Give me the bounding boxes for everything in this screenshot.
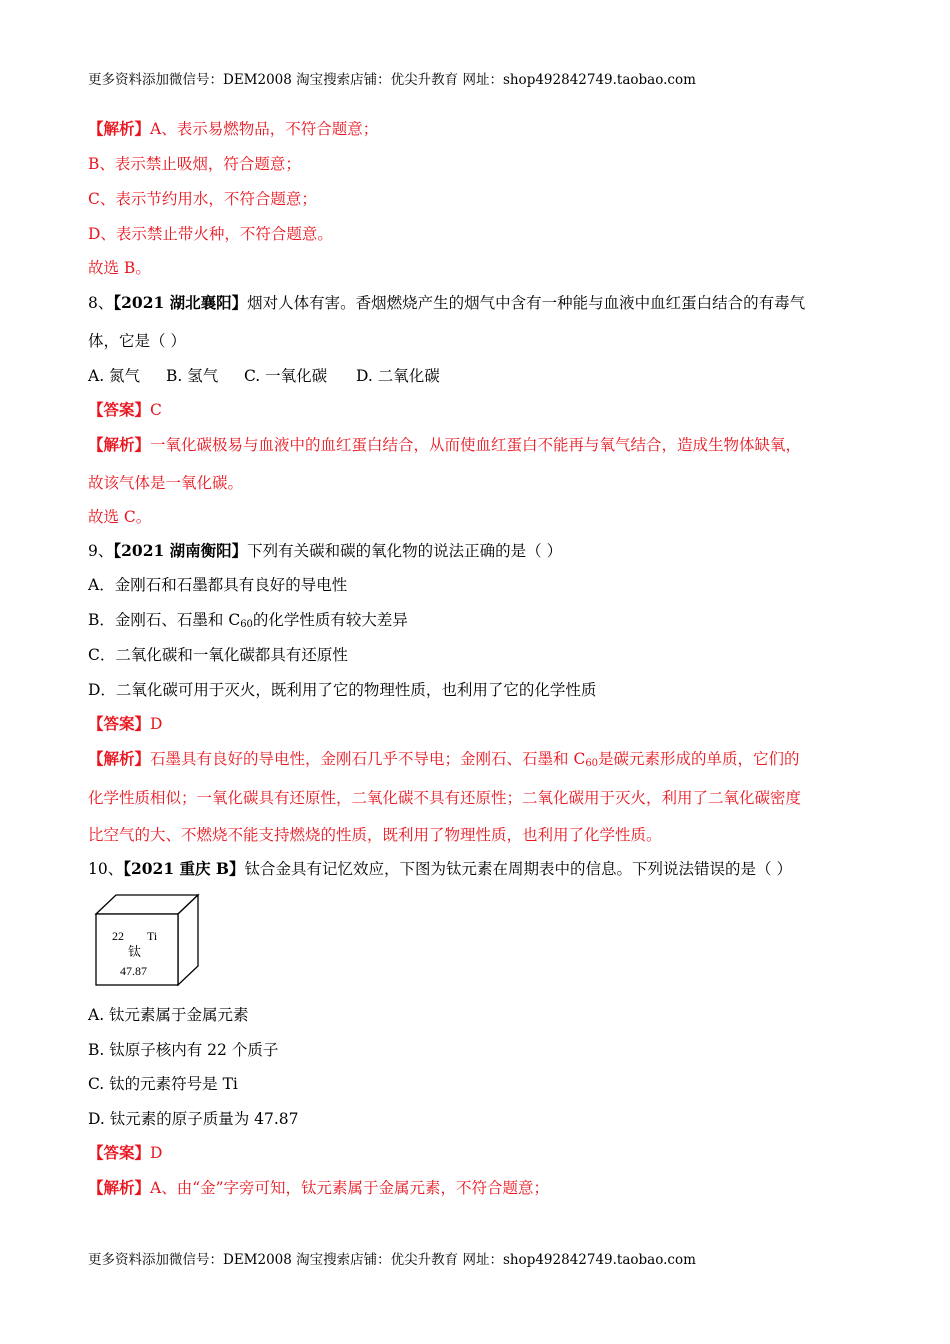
analysis-tag: 【解析】 — [88, 1178, 151, 1197]
q8-analysis-text: 一氧化碳极易与血液中的血红蛋白结合，从而使血红蛋白不能再与氧气结合，造成生物体缺氧， — [150, 436, 802, 454]
q8-analysis-line2: 故该气体是一氧化碳。 — [88, 474, 244, 492]
analysis-tag: 【解析】 — [88, 749, 151, 768]
q9-answer — [88, 712, 162, 734]
element-cube-figure — [92, 892, 202, 988]
q7-analysis-line4: D、表示禁止带火种，不符合题意。 — [88, 225, 333, 243]
q8-option-c: C. 一氧化碳 — [244, 367, 328, 385]
q9-option-b — [88, 608, 408, 630]
q9-option-d: D．二氧化碳可用于灭火，既利用了它的物理性质，也利用了它的化学性质 — [88, 681, 597, 699]
analysis-tag: 【解析】 — [88, 435, 151, 454]
q9-option-a: A．金刚石和石墨都具有良好的导电性 — [88, 576, 348, 594]
analysis-tag: 【解析】 — [88, 119, 151, 138]
q9-stem-text: 下列有关碳和碳的氧化物的说法正确的是（ ） — [247, 542, 563, 560]
element-name: 钛 — [128, 945, 142, 960]
q8-stem-line2: 体，它是（ ） — [88, 332, 186, 350]
q9-option-b-pre: B．金刚石、石墨和 C — [88, 611, 241, 629]
q7-analysis-line1 — [88, 117, 378, 139]
q7-analysis-line3: C、表示节约用水，不符合题意； — [88, 190, 317, 208]
q8-option-d: D. 二氧化碳 — [356, 367, 440, 385]
q8-number: 8、 — [88, 294, 114, 312]
q9-analysis-line3: 比空气的大、不燃烧不能支持燃烧的性质，既利用了物理性质，也利用了化学性质。 — [88, 826, 662, 844]
q8-conclusion: 故选 C。 — [88, 508, 152, 526]
q9-number: 9、 — [88, 542, 114, 560]
q8-stem-line1 — [88, 291, 805, 313]
q9-option-c: C．二氧化碳和一氧化碳都具有还原性 — [88, 646, 348, 664]
q7-analysis-text: A、表示易燃物品，不符合题意； — [150, 120, 379, 138]
q10-answer — [88, 1141, 162, 1163]
page-header: 更多资料添加微信号：DEM2008 淘宝搜索店铺：优尖升教育 网址：shop492842749.taobao.com — [88, 72, 696, 88]
answer-tag: 【答案】 — [88, 400, 151, 419]
q10-option-c: C. 钛的元素符号是 Ti — [88, 1075, 238, 1093]
atomic-number: 22 — [112, 929, 124, 943]
q10-stem-text: 钛合金具有记忆效应，下图为钛元素在周期表中的信息。下列说法错误的是（ ） — [244, 860, 792, 878]
q8-answer-value: C — [150, 401, 162, 419]
q9-analysis-sub: 60 — [585, 758, 599, 769]
q9-analysis-post: 是碳元素形成的单质，它们的 — [598, 750, 800, 768]
atomic-mass: 47.87 — [120, 964, 147, 978]
q10-option-d: D. 钛元素的原子质量为 47.87 — [88, 1110, 299, 1128]
page-footer: 更多资料添加微信号：DEM2008 淘宝搜索店铺：优尖升教育 网址：shop492842749.taobao.com — [88, 1252, 696, 1268]
q7-conclusion: 故选 B。 — [88, 259, 151, 277]
q9-answer-value: D — [150, 715, 163, 733]
element-symbol: Ti — [147, 929, 158, 943]
q10-source: 【2021 重庆 B】 — [123, 859, 245, 878]
q10-option-b: B. 钛原子核内有 22 个质子 — [88, 1041, 279, 1059]
q9-analysis-pre: 石墨具有良好的导电性，金刚石几乎不导电；金刚石、石墨和 C — [150, 750, 586, 768]
q9-option-b-sub: 60 — [240, 619, 253, 630]
q7-analysis-line2: B、表示禁止吸烟，符合题意； — [88, 155, 301, 173]
q10-analysis-line1 — [88, 1176, 549, 1198]
q8-option-b: B. 氢气 — [166, 367, 219, 385]
answer-tag: 【答案】 — [88, 1143, 151, 1162]
q8-stem-text: 烟对人体有害。香烟燃烧产生的烟气中含有一种能与血液中血红蛋白结合的有毒气 — [247, 294, 806, 312]
q10-answer-value: D — [150, 1144, 163, 1162]
q8-option-a: A. 氮气 — [88, 367, 141, 385]
q9-analysis-line1 — [88, 747, 800, 769]
q9-option-b-post: 的化学性质有较大差异 — [252, 611, 408, 629]
q8-source: 【2021 湖北襄阳】 — [113, 293, 248, 312]
q8-options — [88, 364, 440, 386]
q9-stem — [88, 539, 562, 561]
q10-option-a: A. 钛元素属于金属元素 — [88, 1006, 249, 1024]
q10-number: 10、 — [88, 860, 124, 878]
q8-analysis-line1 — [88, 433, 801, 455]
q9-analysis-line2: 化学性质相似；一氧化碳具有还原性，二氧化碳不具有还原性；二氧化碳用于灭火，利用了二氧化碳密度 — [88, 789, 802, 807]
q8-answer — [88, 398, 162, 420]
q10-analysis-text: A、由“金”字旁可知，钛元素属于金属元素，不符合题意； — [150, 1179, 550, 1197]
answer-tag: 【答案】 — [88, 714, 151, 733]
q9-source: 【2021 湖南衡阳】 — [113, 541, 248, 560]
q10-stem — [88, 857, 792, 879]
